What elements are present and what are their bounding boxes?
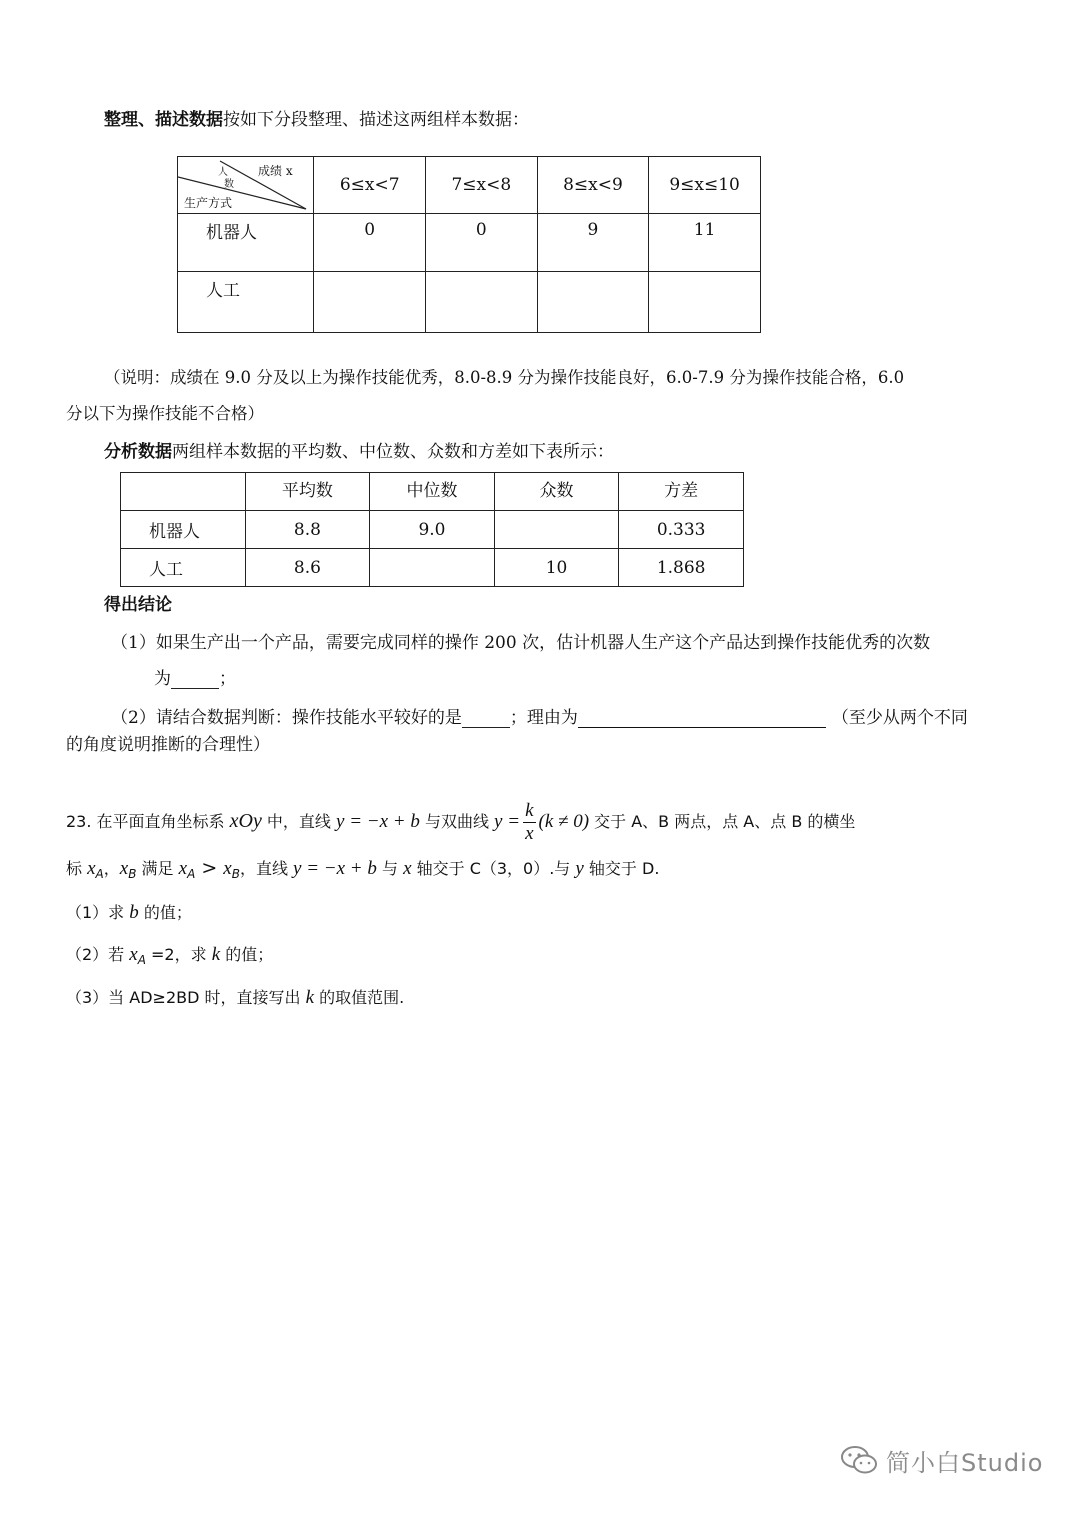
table1-header: 7≤x<8: [425, 157, 537, 214]
table2-cell: [494, 511, 619, 549]
section2-heading: 分析数据两组样本数据的平均数、中位数、众数和方差如下表所示：: [104, 442, 614, 462]
table1-cell: [537, 272, 649, 333]
section1-heading: 整理、描述数据按如下分段整理、描述这两组样本数据：: [104, 110, 529, 130]
corner-bottom-label: 生产方式: [184, 196, 233, 210]
table2-cell: 8.8: [245, 511, 370, 549]
fraction-k-over-x: $\frac{k}{x}$: [525, 800, 534, 844]
table2-cell: 8.6: [245, 549, 370, 587]
conclusion-q2-line1: （2）请结合数据判断：操作技能水平较好的是 ；理由为 （至少从两个不同: [111, 708, 968, 728]
table2-cell: 10: [494, 549, 619, 587]
note-line1: （说明：成绩在 9.0 分及以上为操作技能优秀，8.0-8.9 分为操作技能良好，6.0-7.9 分为操作技能合格，6.0: [104, 368, 905, 387]
answer-blank: [171, 670, 219, 689]
table1-cell: [425, 272, 537, 333]
table1-header: 6≤x<7: [314, 157, 426, 214]
answer-blank: [462, 709, 510, 728]
reason-line: [578, 709, 826, 728]
problem23-line1: 23. 在平面直角坐标系 xOy 中，直线 y = −x + b 与双曲线 y = $\frac{k}{x}$ (k ≠ 0) 交于 A、B 两点，点 A、点 B 的横坐: [66, 800, 856, 844]
table1-cell: 0: [425, 214, 537, 272]
conclusion-q2-line2: 的角度说明推断的合理性）: [66, 735, 270, 755]
problem23-q3: （3）当 AD≥2BD 时，直接写出 k 的取值范围.: [66, 987, 405, 1008]
conclusion-q1-line2: 为 ；: [154, 669, 236, 689]
table1-row-label: 人工: [178, 272, 314, 333]
table2-header: 众数: [494, 473, 619, 511]
table2-header: 中位数: [370, 473, 495, 511]
table2-header: 平均数: [245, 473, 370, 511]
watermark-text: 简小白Studio: [886, 1448, 1044, 1477]
score-distribution-table: [177, 156, 761, 333]
note-line2: 分以下为操作技能不合格）: [66, 404, 264, 423]
problem23-q1: （1）求 b 的值；: [66, 902, 192, 923]
corner-left-label: 人: [218, 167, 228, 178]
table2-row-label: 人工: [121, 549, 246, 587]
table1-cell: [649, 272, 761, 333]
conclusion-q1-line1: （1）如果生产出一个产品，需要完成同样的操作 200 次，估计机器人生产这个产品达到操作技能优秀的次数: [111, 633, 931, 653]
table2-row-label: 机器人: [121, 511, 246, 549]
table2-cell: 1.868: [619, 549, 744, 587]
table2-header: [121, 473, 246, 511]
corner-mid-label: 数: [224, 179, 234, 190]
corner-top-label: 成绩 x: [258, 164, 293, 178]
table1-cell: 0: [314, 214, 426, 272]
watermark: [840, 1440, 1043, 1480]
table2-cell: 9.0: [370, 511, 495, 549]
table1-cell: 11: [649, 214, 761, 272]
table1-cell: [314, 272, 426, 333]
table2-cell: 0.333: [619, 511, 744, 549]
statistics-table: [120, 472, 744, 587]
problem23-line2: 标 $x_A$，$x_B$ 满足 $x_A > x_B$，直线 y = −x + b 与 x 轴交于 C（3，0）.与 y 轴交于 D.: [66, 857, 660, 881]
conclusion-heading: 得出结论: [104, 595, 172, 615]
table1-row-label: 机器人: [178, 214, 314, 272]
table1-header: 8≤x<9: [537, 157, 649, 214]
problem23-q2: （2）若 $x_A =2$，求 k 的值；: [66, 944, 274, 967]
table1-header: 9≤x≤10: [649, 157, 761, 214]
table2-cell: [370, 549, 495, 587]
table1-cell: 9: [537, 214, 649, 272]
table1-corner-cell: [178, 157, 314, 214]
wechat-icon: [840, 1444, 878, 1476]
table2-header: 方差: [619, 473, 744, 511]
